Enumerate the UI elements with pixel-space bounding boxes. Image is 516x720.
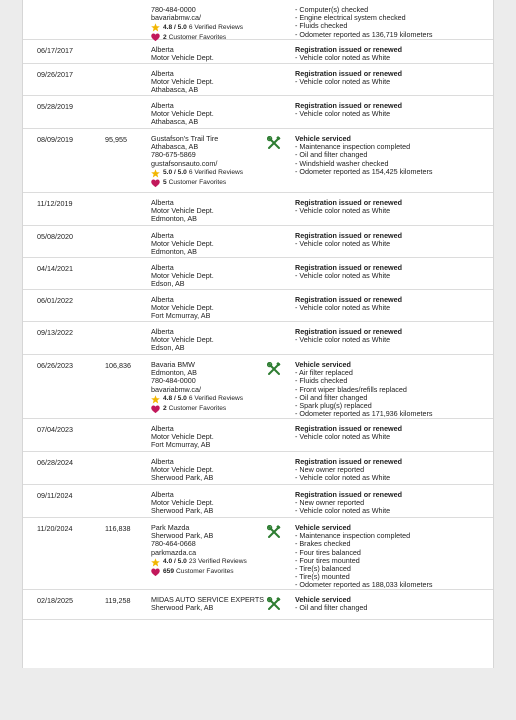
row-details (295, 596, 485, 612)
detail-item: - Vehicle color noted as White (295, 77, 391, 87)
source-line: Athabasca, AB (151, 117, 199, 127)
detail-item: - Four tires mounted (295, 555, 360, 565)
heart-icon (151, 405, 160, 414)
source-line: 780-484-0000 (151, 376, 196, 386)
tools-icon (267, 597, 281, 611)
source-line: Alberta (151, 69, 174, 78)
detail-item: - New owner reported (295, 465, 365, 475)
event-title: Vehicle serviced (295, 134, 351, 143)
detail-item: - Maintenance inspection completed (295, 142, 411, 152)
row-date: 05/28/2019 (37, 102, 73, 111)
history-row (23, 258, 493, 290)
source-line: gustafsonsauto.com/ (151, 158, 218, 168)
detail-item: - Vehicle color noted as White (295, 109, 391, 119)
source-line: Edson, AB (151, 279, 185, 289)
reviews-count: 6 Verified Reviews (188, 395, 244, 403)
row-source (151, 6, 276, 42)
detail-item: - Vehicle color noted as White (295, 335, 391, 345)
history-row (23, 64, 493, 96)
detail-item: - Odometer reported as 136,719 kilometers (295, 29, 433, 39)
row-details (295, 102, 485, 118)
favorites-line (151, 179, 276, 188)
row-details (295, 70, 485, 86)
row-source (151, 328, 276, 353)
event-title: Registration issued or renewed (295, 457, 403, 466)
row-details (295, 491, 485, 516)
event-title: Vehicle serviced (295, 595, 351, 604)
favorites-count: 659 (163, 568, 175, 576)
source-line: Alberta (151, 101, 174, 110)
history-row (23, 355, 493, 419)
row-details (295, 264, 485, 280)
detail-item: - Vehicle color noted as White (295, 303, 391, 313)
favorites-label: Customer Favorites (168, 33, 227, 41)
detail-item: - Maintenance inspection completed (295, 531, 411, 541)
favorites-line (151, 568, 276, 577)
source-line: Motor Vehicle Dept. (151, 53, 214, 63)
source-line: Edmonton, AB (151, 368, 197, 378)
favorites-label: Customer Favorites (176, 568, 234, 576)
source-line: Motor Vehicle Dept. (151, 271, 214, 281)
event-title: Registration issued or renewed (295, 198, 403, 207)
event-title: Registration issued or renewed (295, 327, 403, 336)
row-date: 06/28/2024 (37, 458, 73, 467)
row-details (295, 6, 485, 39)
source-line: Sherwood Park, AB (151, 506, 214, 516)
source-line: Alberta (151, 45, 174, 54)
source-line: Park Mazda (151, 523, 190, 532)
source-line: Edmonton, AB (151, 214, 197, 224)
star-icon (151, 395, 160, 404)
row-source (151, 596, 276, 612)
reviews-count: 6 Verified Reviews (188, 23, 244, 31)
history-row (23, 419, 493, 452)
event-title: Registration issued or renewed (295, 295, 403, 304)
rating-value: 4.8 / 5.0 (163, 23, 187, 31)
row-date: 09/26/2017 (37, 70, 73, 79)
detail-item: - Brakes checked (295, 539, 351, 549)
detail-item: - Oil and filter changed (295, 150, 368, 160)
detail-item: - Fluids checked (295, 21, 348, 31)
history-row (23, 96, 493, 129)
row-source (151, 296, 276, 321)
row-odometer: 95,955 (105, 135, 127, 144)
detail-item: - Oil and filter changed (295, 603, 368, 613)
detail-item: - Air filter replaced (295, 368, 353, 378)
row-details (295, 328, 485, 344)
row-date: 06/17/2017 (37, 46, 73, 55)
row-source (151, 135, 276, 188)
favorites-count: 2 (163, 405, 167, 413)
source-line: 780-464-0668 (151, 539, 196, 549)
event-title: Registration issued or renewed (295, 263, 403, 272)
source-line: Fort Mcmurray, AB (151, 440, 211, 450)
history-row (23, 0, 493, 40)
detail-item: - Spark plug(s) replaced (295, 401, 372, 411)
detail-item: - Vehicle color noted as White (295, 473, 391, 483)
tools-icon (267, 136, 281, 150)
heart-icon (151, 568, 160, 577)
source-line: Motor Vehicle Dept. (151, 239, 214, 249)
source-line: Sherwood Park, AB (151, 531, 214, 541)
row-date: 06/01/2022 (37, 296, 73, 305)
row-odometer: 116,838 (105, 524, 131, 533)
row-details (295, 296, 485, 312)
history-row (23, 452, 493, 485)
row-source (151, 70, 276, 95)
source-line: Athabasca, AB (151, 142, 199, 152)
source-line: bavariabmw.ca/ (151, 13, 201, 23)
history-row (23, 485, 493, 518)
favorites-line (151, 405, 276, 414)
row-date: 11/20/2024 (37, 524, 73, 533)
source-line: parkmazda.ca (151, 547, 197, 557)
detail-item: - Odometer reported as 171,936 kilometers (295, 409, 433, 419)
row-source (151, 199, 276, 224)
history-row (23, 290, 493, 322)
detail-item: - Vehicle color noted as White (295, 506, 391, 516)
rating-line (151, 558, 276, 567)
row-source (151, 232, 276, 257)
row-details (295, 46, 485, 62)
row-date: 11/12/2019 (37, 199, 73, 208)
heart-icon (151, 179, 160, 188)
event-title: Vehicle serviced (295, 360, 351, 369)
source-line: Alberta (151, 198, 174, 207)
detail-item: - Oil and filter changed (295, 392, 368, 402)
detail-item: - Vehicle color noted as White (295, 206, 391, 216)
event-title: Registration issued or renewed (295, 231, 403, 240)
source-line: 780-675-5869 (151, 150, 196, 160)
detail-item: - Computer(s) checked (295, 5, 369, 14)
detail-item: - Tire(s) balanced (295, 564, 351, 574)
history-row (23, 193, 493, 226)
source-line: Motor Vehicle Dept. (151, 77, 214, 87)
source-line: Sherwood Park, AB (151, 473, 214, 483)
detail-item: - New owner reported (295, 498, 365, 508)
history-row (23, 590, 493, 620)
detail-item: - Vehicle color noted as White (295, 239, 391, 249)
event-title: Registration issued or renewed (295, 45, 403, 54)
detail-item: - Tire(s) mounted (295, 572, 350, 582)
row-date: 09/13/2022 (37, 328, 73, 337)
history-row (23, 129, 493, 193)
row-source (151, 425, 276, 450)
source-line: Alberta (151, 457, 174, 466)
detail-item: - Front wiper blades/refills replaced (295, 384, 407, 394)
source-line: MIDAS AUTO SERVICE EXPERTS (151, 595, 265, 604)
row-details (295, 458, 485, 483)
detail-item: - Odometer reported as 188,033 kilometers (295, 580, 433, 590)
row-source (151, 361, 276, 414)
detail-item: - Vehicle color noted as White (295, 432, 391, 442)
history-table (23, 0, 493, 620)
row-date: 09/11/2024 (37, 491, 73, 500)
row-date: 04/14/2021 (37, 264, 73, 273)
favorites-label: Customer Favorites (168, 179, 227, 187)
favorites-count: 2 (163, 33, 167, 41)
row-odometer: 119,258 (105, 596, 131, 605)
source-line: Motor Vehicle Dept. (151, 335, 214, 345)
favorites-label: Customer Favorites (168, 405, 227, 413)
source-line: Motor Vehicle Dept. (151, 303, 214, 313)
row-details (295, 361, 485, 418)
detail-item: - Vehicle color noted as White (295, 53, 391, 63)
detail-item: - Engine electrical system checked (295, 13, 406, 23)
favorites-count: 5 (163, 179, 167, 187)
source-line: bavariabmw.ca/ (151, 384, 201, 394)
detail-item: - Vehicle color noted as White (295, 271, 391, 281)
source-line: Motor Vehicle Dept. (151, 109, 214, 119)
history-row (23, 40, 493, 64)
source-line: Bavaria BMW (151, 360, 195, 369)
row-details (295, 425, 485, 441)
source-line: Edson, AB (151, 343, 185, 353)
event-title: Vehicle serviced (295, 523, 351, 532)
row-date: 07/04/2023 (37, 425, 73, 434)
event-title: Registration issued or renewed (295, 101, 403, 110)
rating-line (151, 395, 276, 404)
source-line: Edmonton, AB (151, 247, 197, 257)
source-line: Alberta (151, 490, 174, 499)
row-date: 08/09/2019 (37, 135, 73, 144)
row-source (151, 46, 276, 62)
rating-line (151, 23, 276, 32)
row-source (151, 491, 276, 516)
history-row (23, 518, 493, 590)
source-line: 780-484-0000 (151, 5, 196, 14)
tools-icon (267, 525, 281, 539)
reviews-count: 23 Verified Reviews (188, 558, 247, 566)
event-title: Registration issued or renewed (295, 490, 403, 499)
rating-value: 4.0 / 5.0 (163, 558, 187, 566)
row-source (151, 524, 276, 577)
source-line: Alberta (151, 231, 174, 240)
history-row (23, 322, 493, 355)
rating-value: 4.8 / 5.0 (163, 395, 187, 403)
detail-item: - Fluids checked (295, 376, 348, 386)
source-line: Alberta (151, 327, 174, 336)
source-line: Motor Vehicle Dept. (151, 206, 214, 216)
row-source (151, 264, 276, 289)
row-date: 06/26/2023 (37, 361, 73, 370)
vehicle-history-page (22, 0, 494, 668)
source-line: Sherwood Park, AB (151, 603, 214, 613)
row-details (295, 135, 485, 176)
source-line: Fort Mcmurray, AB (151, 311, 211, 321)
row-details (295, 524, 485, 590)
star-icon (151, 23, 160, 32)
row-source (151, 102, 276, 127)
row-details (295, 199, 485, 215)
reviews-count: 6 Verified Reviews (188, 169, 244, 177)
tools-icon (267, 362, 281, 376)
source-line: Alberta (151, 424, 174, 433)
event-title: Registration issued or renewed (295, 424, 403, 433)
row-odometer: 106,836 (105, 361, 131, 370)
history-row (23, 226, 493, 258)
source-line: Motor Vehicle Dept. (151, 465, 214, 475)
star-icon (151, 169, 160, 178)
row-date: 05/08/2020 (37, 232, 73, 241)
rating-value: 5.0 / 5.0 (163, 169, 187, 177)
rating-line (151, 169, 276, 178)
source-line: Alberta (151, 263, 174, 272)
row-source (151, 458, 276, 483)
detail-item: - Odometer reported as 154,425 kilometers (295, 166, 433, 176)
source-line: Motor Vehicle Dept. (151, 432, 214, 442)
source-line: Motor Vehicle Dept. (151, 498, 214, 508)
event-title: Registration issued or renewed (295, 69, 403, 78)
row-date: 02/18/2025 (37, 596, 73, 605)
source-line: Athabasca, AB (151, 85, 199, 95)
detail-item: - Four tires balanced (295, 547, 361, 557)
detail-item: - Windshield washer checked (295, 158, 389, 168)
star-icon (151, 558, 160, 567)
source-line: Gustafson's Trail Tire (151, 134, 219, 143)
source-line: Alberta (151, 295, 174, 304)
row-details (295, 232, 485, 248)
